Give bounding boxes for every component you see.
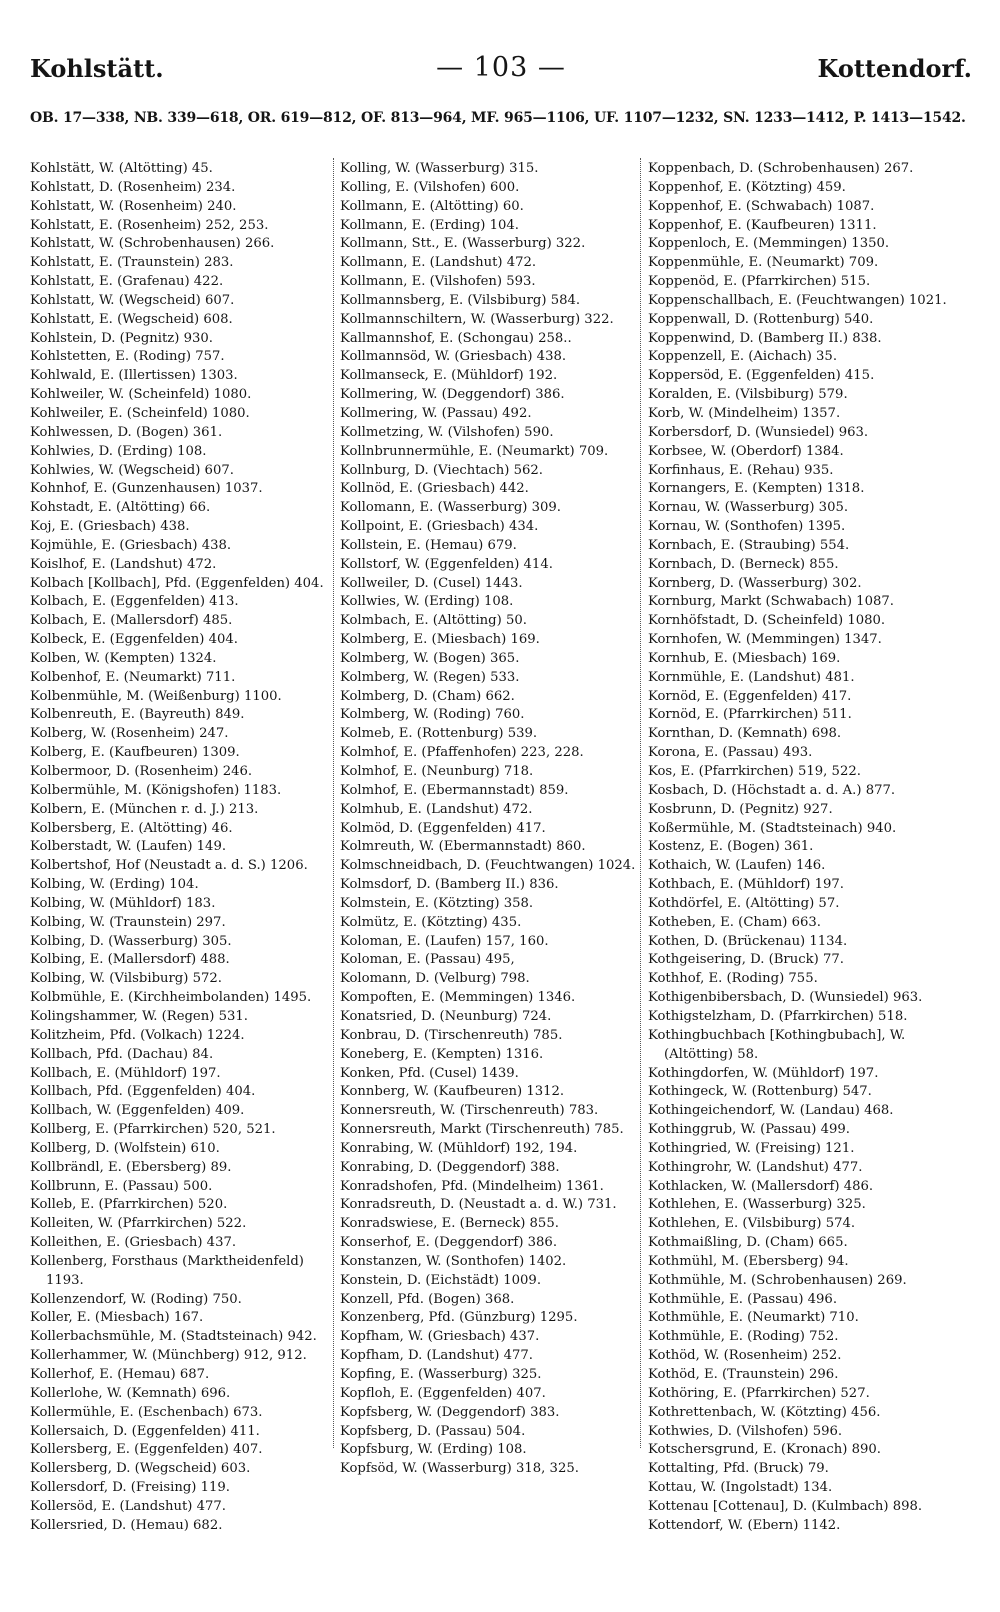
gazetteer-entry: Konnersreuth, W. (Tirschenreuth) 783. bbox=[340, 1103, 599, 1119]
gazetteer-entry: Kosbach, D. (Höchstadt a. d. A.) 877. bbox=[648, 782, 896, 798]
gazetteer-entry: Koppenwall, D. (Rottenburg) 540. bbox=[648, 311, 874, 327]
gazetteer-entry: Konstanzen, W. (Sonthofen) 1402. bbox=[340, 1253, 567, 1269]
gazetteer-entry: Kolbenhof, E. (Neumarkt) 711. bbox=[30, 669, 236, 685]
gazetteer-entry: Kolmberg, W. (Roding) 760. bbox=[340, 707, 525, 723]
gazetteer-entry: Kollerbachsmühle, M. (Stadtsteinach) 942. bbox=[30, 1329, 317, 1345]
gazetteer-entry: Kolbermoor, D. (Rosenheim) 246. bbox=[30, 764, 253, 779]
gazetteer-entry: Kohlstatt, E. (Rosenheim) 252, 253. bbox=[30, 217, 269, 233]
gazetteer-entry: Kothigstelzham, D. (Pfarrkirchen) 518. bbox=[648, 1008, 908, 1024]
gazetteer-entry: Koppenmühle, E. (Neumarkt) 709. bbox=[648, 255, 879, 271]
gazetteer-entry: Kohlstätt, W. (Altötting) 45. bbox=[30, 161, 213, 176]
gazetteer-entry: Kothingeck, W. (Rottenburg) 547. bbox=[648, 1084, 872, 1100]
gazetteer-entry: Kolbing, W. (Traunstein) 297. bbox=[30, 914, 226, 930]
gazetteer-entry: Konken, Pfd. (Cusel) 1439. bbox=[340, 1065, 519, 1081]
gazetteer-entry: Kottalting, Pfd. (Bruck) 79. bbox=[648, 1461, 829, 1477]
gazetteer-entry: Kollpoint, E. (Griesbach) 434. bbox=[340, 519, 539, 535]
gazetteer-entry: Kolmeb, E. (Rottenburg) 539. bbox=[340, 726, 538, 742]
page-header bbox=[30, 48, 972, 94]
gazetteer-entry: Kallmannshof, E. (Schongau) 258.. bbox=[340, 330, 572, 346]
gazetteer-entry: Kollmetzing, W. (Vilshofen) 590. bbox=[340, 424, 554, 440]
gazetteer-entry: Kollmann, E. (Erding) 104. bbox=[340, 217, 519, 233]
gazetteer-entry: Kohlweiler, E. (Scheinfeld) 1080. bbox=[30, 405, 250, 421]
gazetteer-entry: Konzell, Pfd. (Bogen) 368. bbox=[340, 1291, 515, 1307]
gazetteer-entry: Kohlstetten, E. (Roding) 757. bbox=[30, 349, 225, 365]
running-head-right: Kottendorf. bbox=[817, 54, 972, 83]
gazetteer-entry: Kothrettenbach, W. (Kötzting) 456. bbox=[648, 1404, 881, 1420]
gazetteer-entry: Kolmberg, D. (Cham) 662. bbox=[340, 688, 515, 704]
gazetteer-entry: Kothöring, E. (Pfarrkirchen) 527. bbox=[648, 1385, 870, 1401]
gazetteer-entry: Kothmühle, E. (Neumarkt) 710. bbox=[648, 1310, 859, 1326]
gazetteer-entry: Korbersdorf, D. (Wunsiedel) 963. bbox=[648, 424, 869, 440]
gazetteer-entry: Kolling, W. (Wasserburg) 315. bbox=[340, 161, 539, 176]
gazetteer-entry: Kolberg, W. (Rosenheim) 247. bbox=[30, 726, 229, 742]
gazetteer-entry: Kojmühle, E. (Griesbach) 438. bbox=[30, 537, 232, 553]
gazetteer-column-3 bbox=[648, 160, 954, 1536]
gazetteer-entry: Koppersöd, E. (Eggenfelden) 415. bbox=[648, 368, 875, 384]
gazetteer-entry: Kollberg, E. (Pfarrkirchen) 520, 521. bbox=[30, 1122, 276, 1138]
gazetteer-entry: Kohlwies, D. (Erding) 108. bbox=[30, 443, 207, 459]
gazetteer-entry: Korfinhaus, E. (Rehau) 935. bbox=[648, 462, 834, 478]
gazetteer-entry: Koislhof, E. (Landshut) 472. bbox=[30, 556, 217, 572]
gazetteer-entry: Kollerlohe, W. (Kemnath) 696. bbox=[30, 1385, 231, 1401]
gazetteer-entry: Kolling, E. (Vilshofen) 600. bbox=[340, 179, 520, 195]
gazetteer-entry: Kolmsdorf, D. (Bamberg II.) 836. bbox=[340, 877, 559, 893]
gazetteer-entry: Kolbing, W. (Vilsbiburg) 572. bbox=[30, 971, 222, 987]
gazetteer-entry: Kolbach, E. (Eggenfelden) 413. bbox=[30, 594, 239, 610]
gazetteer-entry: Kollersberg, E. (Eggenfelden) 407. bbox=[30, 1442, 263, 1458]
gazetteer-entry: Konzenberg, Pfd. (Günzburg) 1295. bbox=[340, 1310, 578, 1326]
gazetteer-entry: Korbsee, W. (Oberdorf) 1384. bbox=[648, 443, 844, 459]
gazetteer-entry: Kollbach, E. (Mühldorf) 197. bbox=[30, 1065, 221, 1081]
gazetteer-entry: Kollomann, E. (Wasserburg) 309. bbox=[340, 500, 561, 516]
gazetteer-column-1 bbox=[30, 160, 340, 1536]
gazetteer-entry: Kolbermühle, M. (Königshofen) 1183. bbox=[30, 782, 282, 798]
page-number: — 103 — bbox=[436, 52, 566, 83]
gazetteer-entry: Konnberg, W. (Kaufbeuren) 1312. bbox=[340, 1084, 565, 1100]
gazetteer-entry: Koppenschallbach, E. (Feuchtwangen) 1021. bbox=[648, 292, 947, 308]
gazetteer-entry: Kos, E. (Pfarrkirchen) 519, 522. bbox=[648, 764, 861, 779]
gazetteer-entry: Kollbach, W. (Eggenfelden) 409. bbox=[30, 1103, 245, 1119]
gazetteer-entry: Kollmering, W. (Deggendorf) 386. bbox=[340, 387, 565, 403]
gazetteer-entry: Kothigenbibersbach, D. (Wunsiedel) 963. bbox=[648, 990, 923, 1006]
gazetteer-entry: Kornberg, D. (Wasserburg) 302. bbox=[648, 575, 862, 591]
gazetteer-entry: Kolmöd, D. (Eggenfelden) 417. bbox=[340, 820, 546, 836]
gazetteer-entry: Kornau, W. (Wasserburg) 305. bbox=[648, 500, 849, 516]
gazetteer-entry: Kothgeisering, D. (Bruck) 77. bbox=[648, 952, 844, 968]
gazetteer-entry: Kottenau [Cottenau], D. (Kulmbach) 898. bbox=[648, 1498, 923, 1514]
gazetteer-entry: Kottendorf, W. (Ebern) 1142. bbox=[648, 1517, 841, 1533]
gazetteer-entry: Kornhub, E. (Miesbach) 169. bbox=[648, 650, 841, 666]
gazetteer-entry: Kohlstatt, D. (Rosenheim) 234. bbox=[30, 179, 236, 195]
gazetteer-entry: Kolben, W. (Kempten) 1324. bbox=[30, 650, 217, 666]
gazetteer-entry: Kornbach, E. (Straubing) 554. bbox=[648, 537, 850, 553]
gazetteer-entry: Kolmhof, E. (Neunburg) 718. bbox=[340, 764, 534, 779]
gazetteer-entry: Konrabing, D. (Deggendorf) 388. bbox=[340, 1159, 560, 1175]
gazetteer-entry: Kohnhof, E. (Gunzenhausen) 1037. bbox=[30, 481, 263, 497]
gazetteer-entry: Koppenbach, D. (Schrobenhausen) 267. bbox=[648, 161, 914, 176]
gazetteer-entry: Kohstadt, E. (Altötting) 66. bbox=[30, 500, 211, 516]
gazetteer-entry: Kolbing, E. (Mallersdorf) 488. bbox=[30, 952, 230, 968]
gazetteer-entry: Kohlwald, E. (Illertissen) 1303. bbox=[30, 368, 238, 384]
gazetteer-entry: Kothbach, E. (Mühldorf) 197. bbox=[648, 877, 844, 893]
gazetteer-entry: Kollersdorf, D. (Freising) 119. bbox=[30, 1480, 230, 1496]
gazetteer-entry: Kothdörfel, E. (Altötting) 57. bbox=[648, 895, 840, 911]
gazetteer-entry: Kohlstatt, E. (Traunstein) 283. bbox=[30, 255, 234, 271]
gazetteer-entry: Koloman, E. (Laufen) 157, 160. bbox=[340, 933, 549, 949]
gazetteer-entry: Kotschersgrund, E. (Kronach) 890. bbox=[648, 1442, 882, 1458]
gazetteer-entry: Kopfsöd, W. (Wasserburg) 318, 325. bbox=[340, 1461, 579, 1477]
gazetteer-entry: Kollmannsberg, E. (Vilsbiburg) 584. bbox=[340, 292, 581, 308]
gazetteer-entry: Koppenzell, E. (Aichach) 35. bbox=[648, 349, 838, 365]
gazetteer-entry: Kostenz, E. (Bogen) 361. bbox=[648, 839, 814, 855]
gazetteer-entry: Kothmühle, E. (Passau) 496. bbox=[648, 1291, 838, 1307]
gazetteer-entry: Kollermühle, E. (Eschenbach) 673. bbox=[30, 1404, 263, 1420]
gazetteer-entry: Kopfing, E. (Wasserburg) 325. bbox=[340, 1367, 542, 1382]
gazetteer-entry: Koppenhof, E. (Kötzting) 459. bbox=[648, 179, 846, 195]
gazetteer-entry: Kothlehen, E. (Wasserburg) 325. bbox=[648, 1197, 866, 1213]
gazetteer-entry: Kompoften, E. (Memmingen) 1346. bbox=[340, 990, 576, 1006]
gazetteer-entry: Kollberg, D. (Wolfstein) 610. bbox=[30, 1140, 220, 1156]
gazetteer-entry: Kothaich, W. (Laufen) 146. bbox=[648, 858, 826, 874]
gazetteer-entry: Kolbing, D. (Wasserburg) 305. bbox=[30, 933, 232, 949]
gazetteer-entry: Kolmhub, E. (Landshut) 472. bbox=[340, 801, 533, 817]
gazetteer-entry: Kollmannsöd, W. (Griesbach) 438. bbox=[340, 349, 567, 365]
gazetteer-entry: Kohlstatt, W. (Wegscheid) 607. bbox=[30, 292, 235, 308]
gazetteer-entry: Kollersaich, D. (Eggenfelden) 411. bbox=[30, 1423, 260, 1439]
gazetteer-entry: Koppenhof, E. (Schwabach) 1087. bbox=[648, 198, 875, 214]
gazetteer-entry: Kolleiten, W. (Pfarrkirchen) 522. bbox=[30, 1216, 247, 1232]
gazetteer-entry: Kolingshammer, W. (Regen) 531. bbox=[30, 1008, 248, 1024]
gazetteer-entry: Kollmann, E. (Vilshofen) 593. bbox=[340, 274, 536, 290]
gazetteer-entry: Kothlacken, W. (Mallersdorf) 486. bbox=[648, 1178, 874, 1194]
gazetteer-entry: Konradshofen, Pfd. (Mindelheim) 1361. bbox=[340, 1178, 604, 1194]
gazetteer-entry: Kollmann, E. (Landshut) 472. bbox=[340, 255, 537, 271]
gazetteer-entry: Kornburg, Markt (Schwabach) 1087. bbox=[648, 594, 894, 610]
gazetteer-entry: Konradswiese, E. (Berneck) 855. bbox=[340, 1216, 559, 1232]
gazetteer-entry: Kolbeck, E. (Eggenfelden) 404. bbox=[30, 632, 238, 648]
gazetteer-entry: Kopfham, W. (Griesbach) 437. bbox=[340, 1329, 540, 1345]
gazetteer-entry: Kolleb, E. (Pfarrkirchen) 520. bbox=[30, 1197, 228, 1213]
gazetteer-entry: Kollbach, Pfd. (Eggenfelden) 404. bbox=[30, 1084, 256, 1100]
gazetteer-entry: Kolitzheim, Pfd. (Volkach) 1224. bbox=[30, 1027, 245, 1043]
gazetteer-entry: Kolmütz, E. (Kötzting) 435. bbox=[340, 914, 522, 930]
gazetteer-entry: Koralden, E. (Vilsbiburg) 579. bbox=[648, 387, 848, 403]
district-abbreviation-key: OB. 17—338, NB. 339—618, OR. 619—812, OF. 813—964, MF. 965—1106, UF. 1107—1232, SN. 1233—1412, P. 1413—1542. bbox=[30, 110, 966, 126]
gazetteer-entry: Kolberstadt, W. (Laufen) 149. bbox=[30, 839, 227, 855]
gazetteer-entry: Konradsreuth, D. (Neustadt a. d. W.) 731. bbox=[340, 1197, 617, 1213]
gazetteer-entry: Kohlwies, W. (Wegscheid) 607. bbox=[30, 462, 234, 478]
gazetteer-entry: Kopfsburg, W. (Erding) 108. bbox=[340, 1442, 527, 1458]
gazetteer-entry: Kolbern, E. (München r. d. J.) 213. bbox=[30, 801, 259, 817]
gazetteer-entry: Kopfsberg, W. (Deggendorf) 383. bbox=[340, 1404, 560, 1420]
gazetteer-entry: Kolleithen, E. (Griesbach) 437. bbox=[30, 1235, 237, 1251]
gazetteer-entry: Kollnöd, E. (Griesbach) 442. bbox=[340, 481, 529, 497]
gazetteer-entry: Kohlstatt, W. (Schrobenhausen) 266. bbox=[30, 236, 275, 252]
gazetteer-entry: Kothmühle, E. (Roding) 752. bbox=[648, 1329, 839, 1345]
gazetteer-entry: Kornöd, E. (Pfarrkirchen) 511. bbox=[648, 707, 852, 723]
gazetteer-entry: Kollersried, D. (Hemau) 682. bbox=[30, 1517, 223, 1533]
gazetteer-column-2 bbox=[340, 160, 650, 1479]
gazetteer-entry: Kornöd, E. (Eggenfelden) 417. bbox=[648, 688, 852, 704]
gazetteer-entry: Konatsried, D. (Neunburg) 724. bbox=[340, 1008, 552, 1024]
gazetteer-entry: Kollersöd, E. (Landshut) 477. bbox=[30, 1498, 226, 1514]
gazetteer-entry: Kollmann, Stt., E. (Wasserburg) 322. bbox=[340, 236, 586, 252]
gazetteer-entry: Kothen, D. (Brückenau) 1134. bbox=[648, 933, 848, 949]
gazetteer-entry: Kohlstein, D. (Pegnitz) 930. bbox=[30, 330, 213, 346]
gazetteer-entry: Kopfham, D. (Landshut) 477. bbox=[340, 1348, 533, 1364]
gazetteer-entry: Kollerhammer, W. (Münchberg) 912, 912. bbox=[30, 1348, 307, 1364]
gazetteer-entry: Kothhof, E. (Roding) 755. bbox=[648, 971, 818, 987]
gazetteer-entry: Kollbrändl, E. (Ebersberg) 89. bbox=[30, 1159, 232, 1175]
gazetteer-entry: Kopfsberg, D. (Passau) 504. bbox=[340, 1423, 526, 1439]
gazetteer-entry: Kornhöfstadt, D. (Scheinfeld) 1080. bbox=[648, 613, 886, 629]
gazetteer-entry: Kothlehen, E. (Vilsbiburg) 574. bbox=[648, 1216, 856, 1232]
gazetteer-entry: Kollbrunn, E. (Passau) 500. bbox=[30, 1178, 213, 1194]
gazetteer-entry: Kohlweiler, W. (Scheinfeld) 1080. bbox=[30, 387, 252, 403]
gazetteer-entry: Kolmberg, W. (Regen) 533. bbox=[340, 669, 520, 685]
gazetteer-entry: Koneberg, E. (Kempten) 1316. bbox=[340, 1046, 544, 1062]
gazetteer-entry: Kothmühl, M. (Ebersberg) 94. bbox=[648, 1253, 849, 1269]
gazetteer-entry: Kornau, W. (Sonthofen) 1395. bbox=[648, 519, 846, 535]
running-head-left: Kohlstätt. bbox=[30, 54, 164, 83]
gazetteer-entry: Kothingried, W. (Freising) 121. bbox=[648, 1140, 855, 1156]
gazetteer-entry: Kornangers, E. (Kempten) 1318. bbox=[648, 481, 865, 497]
gazetteer-entry: Kothwies, D. (Vilshofen) 596. bbox=[648, 1423, 843, 1439]
gazetteer-entry: Kolomann, D. (Velburg) 798. bbox=[340, 971, 530, 987]
gazetteer-entry: Kothinggrub, W. (Passau) 499. bbox=[648, 1122, 850, 1138]
gazetteer-entry: Kollweiler, D. (Cusel) 1443. bbox=[340, 575, 523, 591]
gazetteer-entry: Kolmschneidbach, D. (Feuchtwangen) 1024. bbox=[340, 858, 636, 874]
gazetteer-entry: Konnersreuth, Markt (Tirschenreuth) 785. bbox=[340, 1122, 624, 1138]
gazetteer-entry: Kotheben, E. (Cham) 663. bbox=[648, 914, 821, 930]
gazetteer-entry: Kolmstein, E. (Kötzting) 358. bbox=[340, 895, 534, 911]
gazetteer-entry: Kothingbuchbach [Kothingbubach], W. (Altötting) 58. bbox=[648, 1027, 906, 1062]
gazetteer-entry: Konrabing, W. (Mühldorf) 192, 194. bbox=[340, 1140, 578, 1156]
gazetteer-entry: Koppenloch, E. (Memmingen) 1350. bbox=[648, 236, 890, 252]
gazetteer-entry: Kollenzendorf, W. (Roding) 750. bbox=[30, 1291, 242, 1307]
gazetteer-entry: Kollbach, Pfd. (Dachau) 84. bbox=[30, 1046, 214, 1062]
gazetteer-entry: Kosbrunn, D. (Pegnitz) 927. bbox=[648, 801, 833, 817]
gazetteer-entry: Koppenwind, D. (Bamberg II.) 838. bbox=[648, 330, 882, 346]
gazetteer-entry: Kohlwessen, D. (Bogen) 361. bbox=[30, 424, 223, 440]
gazetteer-entry: Kolbersberg, E. (Altötting) 46. bbox=[30, 820, 233, 836]
gazetteer-entry: Kolmhof, E. (Ebermannstadt) 859. bbox=[340, 782, 569, 798]
gazetteer-entry: Kornthan, D. (Kemnath) 698. bbox=[648, 726, 842, 742]
gazetteer-entry: Kollmanseck, E. (Mühldorf) 192. bbox=[340, 368, 558, 384]
gazetteer-entry: Kolmberg, E. (Miesbach) 169. bbox=[340, 632, 540, 648]
gazetteer-entry: Koj, E. (Griesbach) 438. bbox=[30, 519, 190, 535]
gazetteer-entry: Kohlstatt, E. (Wegscheid) 608. bbox=[30, 311, 233, 327]
gazetteer-entry: Kollmannschiltern, W. (Wasserburg) 322. bbox=[340, 311, 614, 327]
gazetteer-entry: Koßermühle, M. (Stadtsteinach) 940. bbox=[648, 820, 897, 836]
gazetteer-entry: Kottau, W. (Ingolstadt) 134. bbox=[648, 1480, 833, 1496]
gazetteer-entry: Kollnbrunnermühle, E. (Neumarkt) 709. bbox=[340, 443, 609, 459]
gazetteer-entry: Kornhofen, W. (Memmingen) 1347. bbox=[648, 632, 882, 648]
gazetteer-entry: Korona, E. (Passau) 493. bbox=[648, 745, 813, 761]
gazetteer-entry: Kothingdorfen, W. (Mühldorf) 197. bbox=[648, 1065, 879, 1081]
gazetteer-entry: Korb, W. (Mindelheim) 1357. bbox=[648, 405, 841, 421]
gazetteer-entry: Kollersberg, D. (Wegscheid) 603. bbox=[30, 1461, 251, 1477]
gazetteer-entry: Kopfloh, E. (Eggenfelden) 407. bbox=[340, 1385, 546, 1401]
gazetteer-entry: Kollwies, W. (Erding) 108. bbox=[340, 594, 514, 610]
gazetteer-entry: Koller, E. (Miesbach) 167. bbox=[30, 1310, 204, 1326]
gazetteer-entry: Kolbing, W. (Erding) 104. bbox=[30, 877, 199, 893]
gazetteer-entry: Kolbmühle, E. (Kirchheimbolanden) 1495. bbox=[30, 990, 312, 1006]
gazetteer-entry: Konserhof, E. (Deggendorf) 386. bbox=[340, 1235, 558, 1251]
gazetteer-entry: Kothöd, W. (Rosenheim) 252. bbox=[648, 1348, 842, 1364]
gazetteer-entry: Kollstorf, W. (Eggenfelden) 414. bbox=[340, 556, 553, 572]
gazetteer-entry: Kolmreuth, W. (Ebermannstadt) 860. bbox=[340, 839, 586, 855]
gazetteer-entry: Kollnburg, D. (Viechtach) 562. bbox=[340, 462, 543, 478]
gazetteer-entry: Kolbach [Kollbach], Pfd. (Eggenfelden) 404. bbox=[30, 575, 324, 591]
gazetteer-entry: Kohlstatt, W. (Rosenheim) 240. bbox=[30, 198, 237, 214]
gazetteer-entry: Kohlstatt, E. (Grafenau) 422. bbox=[30, 274, 224, 290]
gazetteer-entry: Kolberg, E. (Kaufbeuren) 1309. bbox=[30, 745, 240, 761]
gazetteer-entry: Kolbenmühle, M. (Weißenburg) 1100. bbox=[30, 688, 282, 704]
gazetteer-entry: Kolbach, E. (Mallersdorf) 485. bbox=[30, 613, 233, 629]
gazetteer-entry: Kolmberg, W. (Bogen) 365. bbox=[340, 650, 520, 666]
gazetteer-entry: Konstein, D. (Eichstädt) 1009. bbox=[340, 1272, 542, 1288]
gazetteer-entry: Kollmering, W. (Passau) 492. bbox=[340, 405, 532, 421]
gazetteer-entry: Kornbach, D. (Berneck) 855. bbox=[648, 556, 839, 572]
gazetteer-entry: Kollenberg, Forsthaus (Marktheidenfeld) 1193. bbox=[30, 1253, 304, 1288]
gazetteer-entry: Kolbenreuth, E. (Bayreuth) 849. bbox=[30, 707, 245, 723]
gazetteer-entry: Kolbertshof, Hof (Neustadt a. d. S.) 1206. bbox=[30, 858, 308, 874]
gazetteer-entry: Kornmühle, E. (Landshut) 481. bbox=[648, 669, 855, 685]
gazetteer-entry: Kothingrohr, W. (Landshut) 477. bbox=[648, 1159, 863, 1175]
gazetteer-entry: Kolmbach, E. (Altötting) 50. bbox=[340, 613, 527, 629]
gazetteer-entry: Kollstein, E. (Hemau) 679. bbox=[340, 537, 517, 553]
gazetteer-entry: Kothmühle, M. (Schrobenhausen) 269. bbox=[648, 1272, 907, 1288]
gazetteer-entry: Kollmann, E. (Altötting) 60. bbox=[340, 198, 524, 214]
gazetteer-entry: Kothöd, E. (Traunstein) 296. bbox=[648, 1367, 839, 1382]
gazetteer-entry: Koppenhof, E. (Kaufbeuren) 1311. bbox=[648, 217, 877, 233]
gazetteer-entry: Kolmhof, E. (Pfaffenhofen) 223, 228. bbox=[340, 745, 584, 761]
gazetteer-entry: Kothingeichendorf, W. (Landau) 468. bbox=[648, 1103, 894, 1119]
gazetteer-entry: Kollerhof, E. (Hemau) 687. bbox=[30, 1367, 210, 1382]
gazetteer-entry: Koppenöd, E. (Pfarrkirchen) 515. bbox=[648, 274, 871, 290]
gazetteer-entry: Koloman, E. (Passau) 495, bbox=[340, 952, 515, 968]
gazetteer-entry: Konbrau, D. (Tirschenreuth) 785. bbox=[340, 1027, 563, 1043]
gazetteer-entry: Kolbing, W. (Mühldorf) 183. bbox=[30, 895, 216, 911]
gazetteer-entry: Kothmaißling, D. (Cham) 665. bbox=[648, 1235, 848, 1251]
